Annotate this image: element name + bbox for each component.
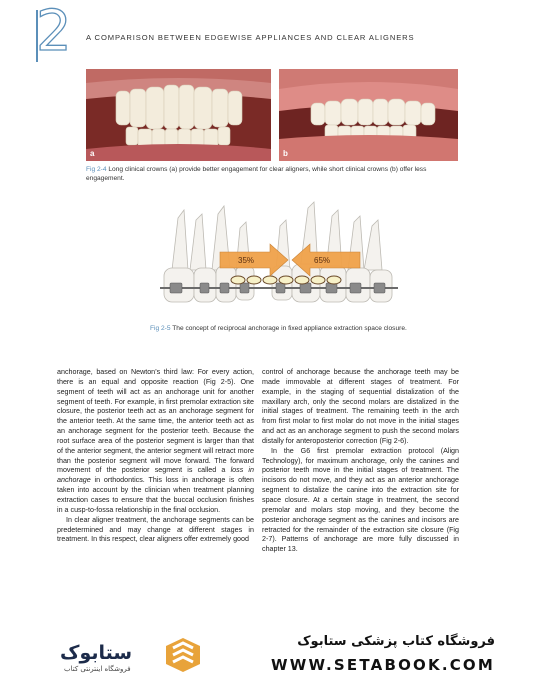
posterior-percent-label: 65% (314, 256, 331, 265)
figure-caption-2-5 (150, 325, 410, 334)
paragraph: In clear aligner treatment, the anchorage segments can be predetermined and may change at different stages in treatment. In this respect, clear aligners offer extremely good (57, 515, 254, 544)
clinical-photo-b (279, 69, 458, 161)
store-footer (0, 628, 533, 683)
clinical-photo-a (86, 69, 271, 161)
paragraph: control of anchorage because the anchorage teeth may be made immovable at different stages of treatment. For example, in the staging of sequential distalization of the maxillary arch, only the second molars are distalized in the initial stages of treatment. The remaining teeth in the arch from first molar to first molar do not move in the initial stages and act as an anchorage segment to push the second molars distally for anteroposterior correction (Fig 2-6). (262, 368, 459, 445)
paragraph: In the G6 first premolar extraction protocol (Align Technology), for maximum anchorage, only the canines and posterior teeth move in the initial stages of treatment. The incisors do not move, and they act as an anterior anchorage segment to distalize the canine into the extraction site for space closure. At a certain stage in treatment, the second premolar and molars stop moving, and they become the posterior anchorage segment as the canines and incisors are retracted for the remainder of the extraction site closure (Fig 2-7). Patterns of anchorage are more fully discussed in chapter 13. (262, 446, 459, 554)
anterior-percent-label: 35% (238, 256, 255, 265)
shop-title: فروشگاه کتاب پزشکی ستابوک (297, 634, 495, 649)
tooth-arch-illustration (150, 200, 410, 318)
body-column-right (262, 368, 459, 555)
figure-caption-2-4 (86, 166, 458, 183)
teeth-photo-b-illustration (279, 69, 458, 161)
chapter-number: 2 (36, 0, 72, 64)
shop-url[interactable]: WWW.SETABOOK.COM (271, 656, 495, 674)
setabook-wordmark: ستابوک فروشگاه اینترنتی کتاب (60, 642, 133, 673)
figure-number: Fig 2-4 (86, 166, 107, 173)
figure-number: Fig 2-5 (150, 325, 171, 332)
paragraph: anchorage, based on Newton’s third law: For every action, there is an equal and opposite reaction (Fig 2-5). One segment of teeth will act as an anchorage unit for another segment of teeth. For example, in first premolar extraction site closure, the posterior teeth act as an anchorage segment for the anterior teeth. At the same time, the anterior teeth act as an anchorage segment for the posterior teeth. Because the root surface area of the posterior segment is larger than that of the anterior segment, the anterior segment will retract more than the posterior segment will move forward. The forward movement of the posterior segment is called a loss in anchorage in orthodontics. This loss in anchorage is often taken into account by the clinician when treatment planning extraction cases to ensure that the buccal occlusion finishes in a cusp-to-fossa relationship in the final occlusion. (57, 368, 254, 514)
caption-text: Long clinical crowns (a) provide better engagement for clear aligners, while short clinical crowns (b) offer less engagement. (86, 166, 427, 182)
body-column-left (57, 368, 254, 545)
photo-label-b: b (283, 149, 288, 158)
running-title: A COMPARISON BETWEEN EDGEWISE APPLIANCES AND CLEAR ALIGNERS (86, 33, 415, 42)
teeth-photo-a-illustration (86, 69, 271, 161)
reciprocal-anchorage-diagram (150, 200, 410, 318)
setabook-logo-icon (162, 634, 204, 676)
photo-label-a: a (90, 149, 95, 158)
caption-text: The concept of reciprocal anchorage in fixed appliance extraction space closure. (172, 325, 407, 332)
